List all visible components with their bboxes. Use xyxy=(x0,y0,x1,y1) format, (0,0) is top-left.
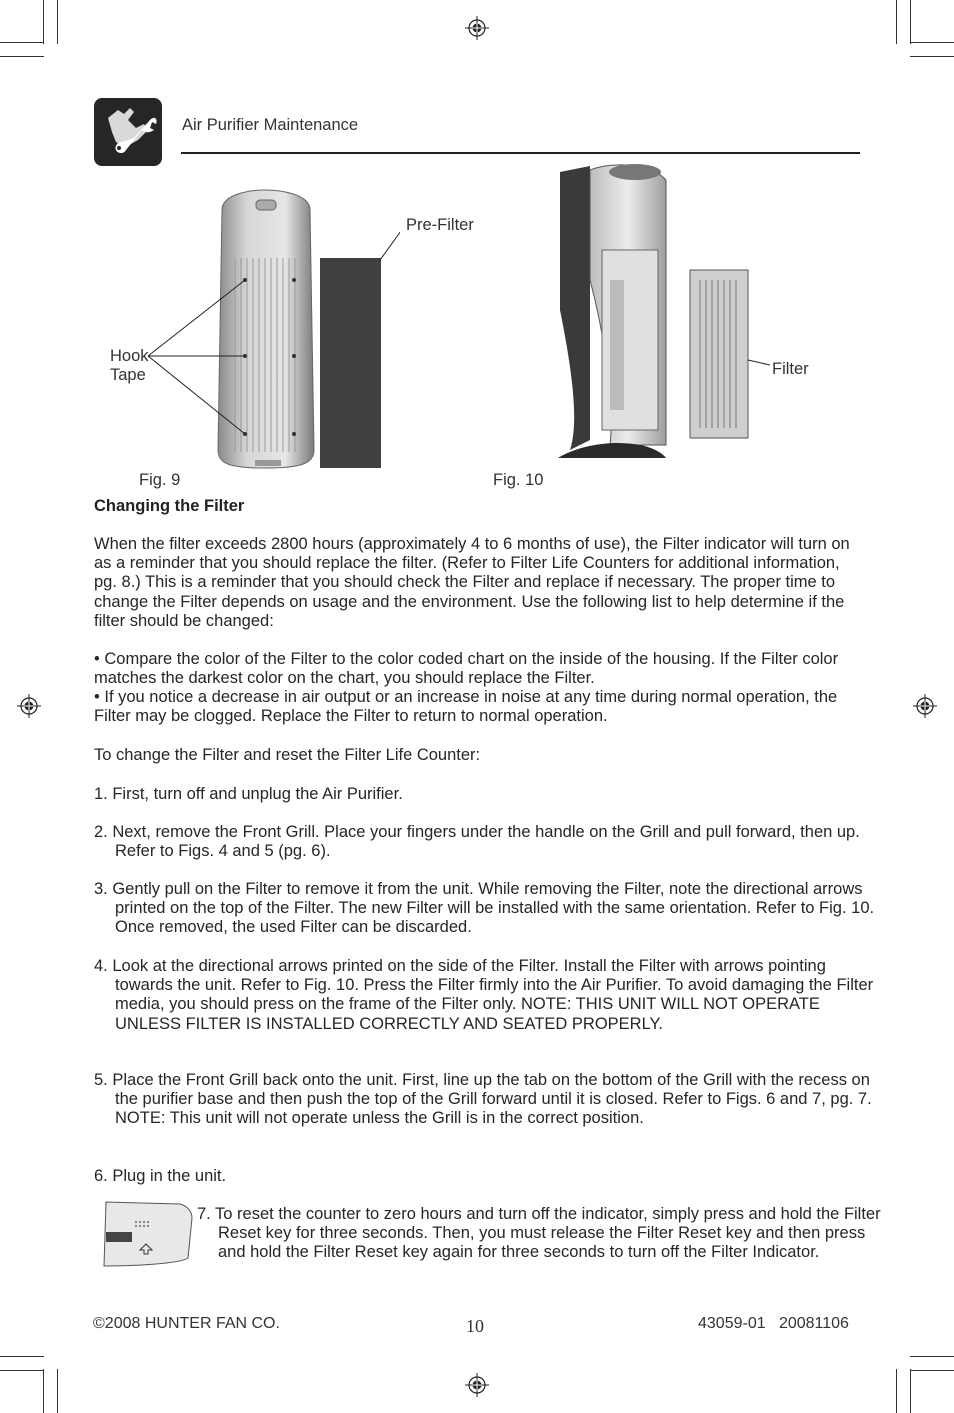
crop-mark xyxy=(910,1370,954,1371)
crop-mark xyxy=(0,42,44,43)
page-number: 10 xyxy=(466,1316,484,1336)
bullet-air-output: • If you notice a decrease in air output or an increase in noise at any time during normal operation, the Filter may be clogged. Replace the Filter to return to normal operation. xyxy=(94,688,838,726)
header-divider xyxy=(181,152,860,154)
crop-mark xyxy=(910,1356,954,1357)
crop-mark xyxy=(57,1369,58,1413)
crop-mark xyxy=(910,0,911,44)
section-heading: Changing the Filter xyxy=(94,497,245,515)
steps-lead: To change the Filter and reset the Filter Life Counter: xyxy=(94,746,481,764)
intro-paragraph: When the filter exceeds 2800 hours (approximately 4 to 6 months of use), the Filter indicator will turn on as a reminder that you should replace the filter. (Refer to Filter Life Counters for additional information, pg. 8.) This is a reminder that you should check the Filter and replace if necessary. The proper time to change the Filter depends on usage and the environment. Use the following list to help determine if the filter should be changed: xyxy=(94,535,850,630)
step-1: 1. First, turn off and unplug the Air Purifier. xyxy=(94,785,403,803)
crop-mark xyxy=(896,0,897,44)
section-title: Air Purifier Maintenance xyxy=(182,116,359,134)
fig10-caption: Fig. 10 xyxy=(493,471,544,489)
tools-wrench-glove-icon xyxy=(94,98,162,166)
registration-mark-icon xyxy=(17,694,41,718)
registration-mark-icon xyxy=(465,16,489,40)
step-6: 6. Plug in the unit. xyxy=(94,1167,227,1185)
crop-mark xyxy=(0,1370,44,1371)
copyright: ©2008 HUNTER FAN CO. xyxy=(93,1315,280,1332)
crop-mark xyxy=(896,1369,897,1413)
hook-label: Hook xyxy=(110,347,149,365)
prefilter-label: Pre-Filter xyxy=(406,216,474,234)
bullet-color-chart: • Compare the color of the Filter to the color coded chart on the inside of the housing. If the Filter color matches the darkest color on the chart, you should replace the Filter. xyxy=(94,650,839,688)
crop-mark xyxy=(910,42,954,43)
step-7: 7. To reset the counter to zero hours and turn off the indicator, simply press and hold the Filter Reset key for three seconds. Then, you must release the Filter Reset key and then press and hold the Filter Reset key again for three seconds to turn off the Filter Indicator. xyxy=(197,1205,881,1262)
tape-label: Tape xyxy=(110,366,146,384)
step-2: 2. Next, remove the Front Grill. Place your fingers under the handle on the Grill and pull forward, then up. Refer to Figs. 4 and 5 (pg. 6). xyxy=(94,823,860,861)
crop-mark xyxy=(43,0,44,44)
filter-label: Filter xyxy=(772,360,809,378)
registration-mark-icon xyxy=(465,1373,489,1397)
fig10-filter-illustration xyxy=(550,160,770,470)
fig9-caption: Fig. 9 xyxy=(139,471,181,489)
crop-mark xyxy=(43,1369,44,1413)
crop-mark xyxy=(910,1369,911,1413)
crop-mark xyxy=(0,56,44,57)
crop-mark xyxy=(0,1356,44,1357)
crop-mark xyxy=(57,0,58,44)
registration-mark-icon xyxy=(913,694,937,718)
step-5: 5. Place the Front Grill back onto the unit. First, line up the tab on the bottom of the Grill with the recess on the purifier base and then push the top of the Grill forward until it is closed. Refer to Figs. 6 and 7, pg. 7. NOTE: This unit will not operate unless the Grill is in the correct position. xyxy=(94,1071,872,1128)
fig9-prefilter-illustration xyxy=(100,180,400,480)
control-panel-reset-key-illustration xyxy=(100,1198,195,1268)
document-code: 43059-01 20081106 xyxy=(698,1315,849,1332)
step-3: 3. Gently pull on the Filter to remove it from the unit. While removing the Filter, note the directional arrows printed on the top of the Filter. The new Filter will be installed with the same orientation. Refer to Fig. 10. Once removed, the used Filter can be discarded. xyxy=(94,880,875,937)
crop-mark xyxy=(910,56,954,57)
step-4: 4. Look at the directional arrows printed on the side of the Filter. Install the Filter with arrows pointing towards the unit. Refer to Fig. 10. Press the Filter firmly into the Air Purifier. To avoid damaging the Filter media, you should press on the frame of the Filter only. NOTE: THIS UNIT WILL NOT OPERATE UNLESS FILTER IS INSTALLED CORRECTLY AND SEATED PROPERLY. xyxy=(94,957,874,1033)
